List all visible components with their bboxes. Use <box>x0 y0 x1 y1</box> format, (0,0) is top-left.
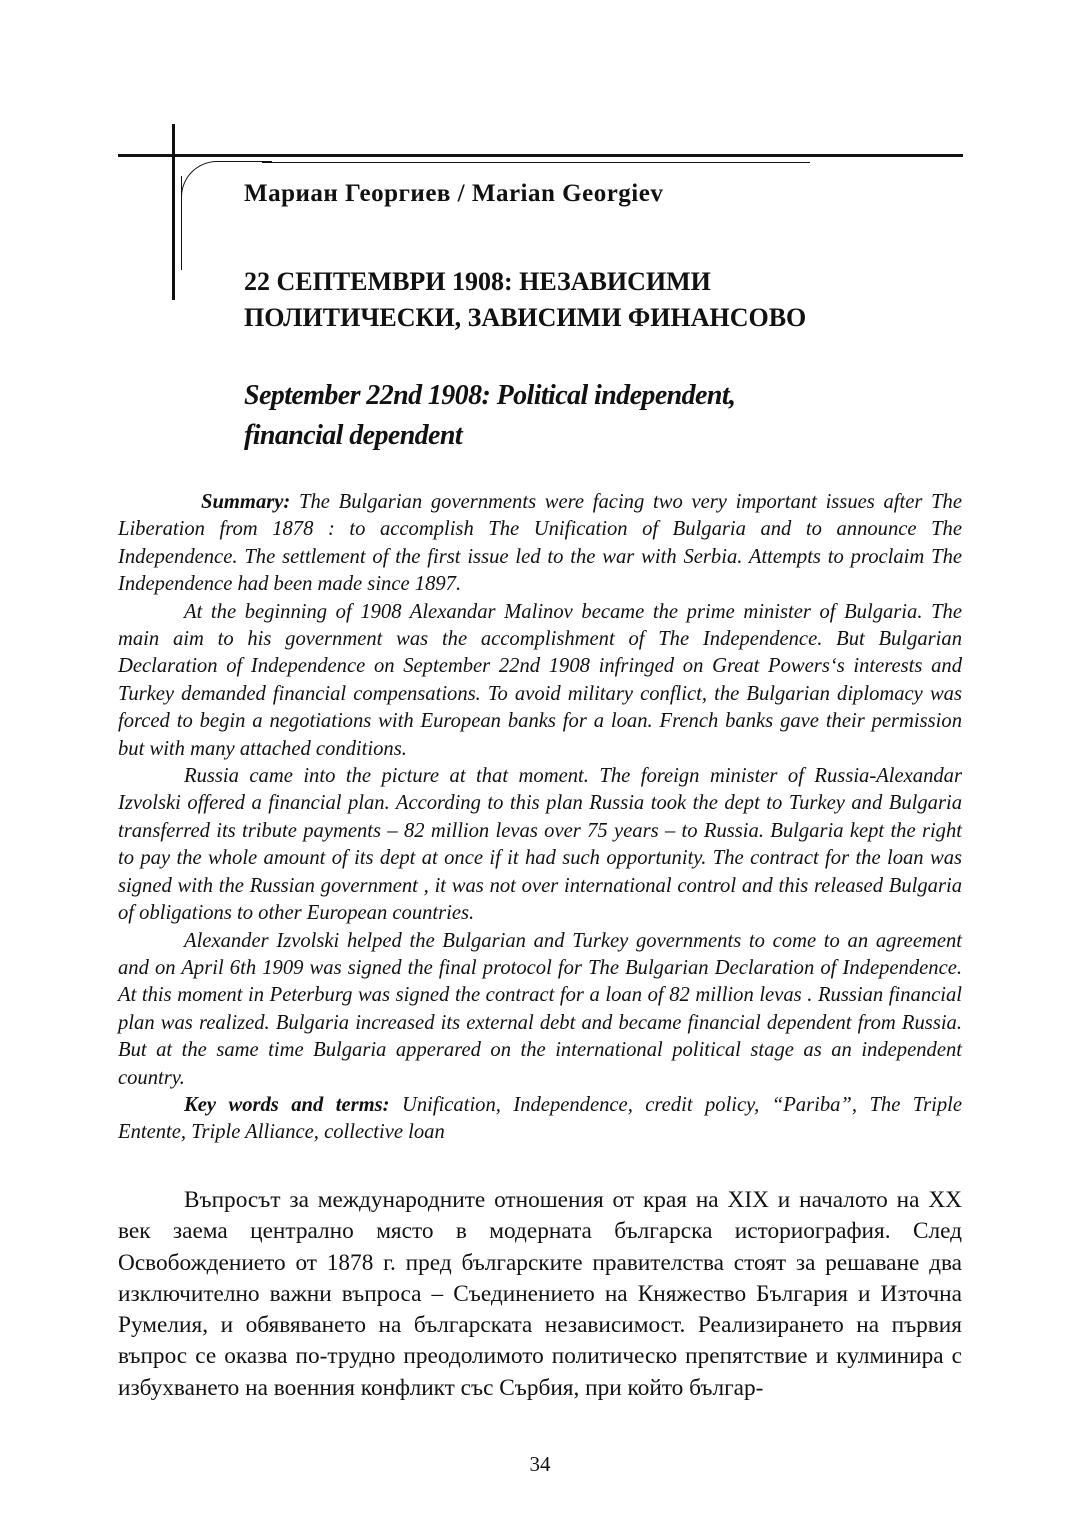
title-bulgarian <box>244 264 806 336</box>
header-rule-thin <box>262 162 810 163</box>
summary-label: Summary: <box>201 491 291 513</box>
title-bg-line-2: ПОЛИТИЧЕСКИ, ЗАВИСИМИ ФИНАНСОВО <box>244 303 807 332</box>
title-en-line-1: September 22nd 1908: Political independent, <box>244 380 736 411</box>
header-rule-vertical-thick <box>172 124 175 300</box>
title-english <box>244 376 735 456</box>
page-number: 34 <box>529 1452 551 1476</box>
keywords-paragraph <box>118 1092 962 1147</box>
summary-text: The Bulgarian governments were facing two very important issues after The Liberation from 1878 : to accomplish The Unification of Bulgaria and to announce The Independence. The settlement of the first issue led to the war with Serbia. Attempts to proclaim The Independence had been made since 1897. <box>118 491 962 596</box>
summary-paragraph <box>118 489 962 599</box>
summary-paragraph: Alexander Izvolski helped the Bulgarian and Turkey governments to come to an agreement and on April 6th 1909 was signed the final protocol for The Bulgarian Declaration of Independence. At this moment in Peterburg was signed the contract for a loan of 82 million levas . Russian financial plan was realized. Bulgaria increased its external debt and became financial dependent from Russia. But at the same time Bulgaria apperared on the international political stage as an independent country. <box>118 929 962 1089</box>
body-paragraph: Въпросът за международните отношения от края на XIX и началото на XX век заема централно място в модерната българска историография. След Освобождението от 1878 г. пред българските правителства стоят за решаване два изключително важни въпроса – Съединението на Княжество България и Източна Румелия, и обявяването на българската независимост. Реализирането на първия въпрос се оказва по-трудно преодолимото политическо препятствие и кулминира с избухването на военния конфликт със Сърбия, при който българ- <box>118 1187 962 1401</box>
header-rule-thick <box>118 154 963 157</box>
keywords-label: Key words and terms: <box>184 1093 390 1116</box>
summary-paragraph: At the beginning of 1908 Alexandar Malinov became the prime minister of Bulgaria. The main aim to his government was the accomplishment of The Independence. But Bulgarian Declaration of Independence on September 22nd 1908 infringed on Great Powers‘s interests and Turkey demanded financial compensations. To avoid military conflict, the Bulgarian diplomacy was forced to begin a negotiations with European banks for a loan. French banks gave their permission but with many attached conditions. <box>118 600 962 760</box>
title-bg-line-1: 22 СЕПТЕМВРИ 1908: НЕЗАВИСИМИ <box>244 267 711 296</box>
summary-paragraph: Russia came into the picture at that moment. The foreign minister of Russia-Alexandar Izvolski offered a financial plan. According to this plan Russia took the dept to Turkey and Bulgaria transferred its tribute payments – 82 million levas over 75 years – to Russia. Bulgaria kept the right to pay the whole amount of its dept at once if it had such opportunity. The contract for the loan was signed with the Russian government , it was not over international control and this released Bulgaria of obligations to other European countries. <box>118 765 962 925</box>
keywords-text: Unification, Independence, credit policy, “Pariba”, The Triple Entente, Triple Alliance, collective loan <box>118 1093 962 1144</box>
author-name: Мариан Георгиев / Marian Georgiev <box>244 180 664 207</box>
body-text <box>118 1185 962 1404</box>
summary-section <box>118 489 962 1147</box>
title-en-line-2: financial dependent <box>244 420 463 451</box>
